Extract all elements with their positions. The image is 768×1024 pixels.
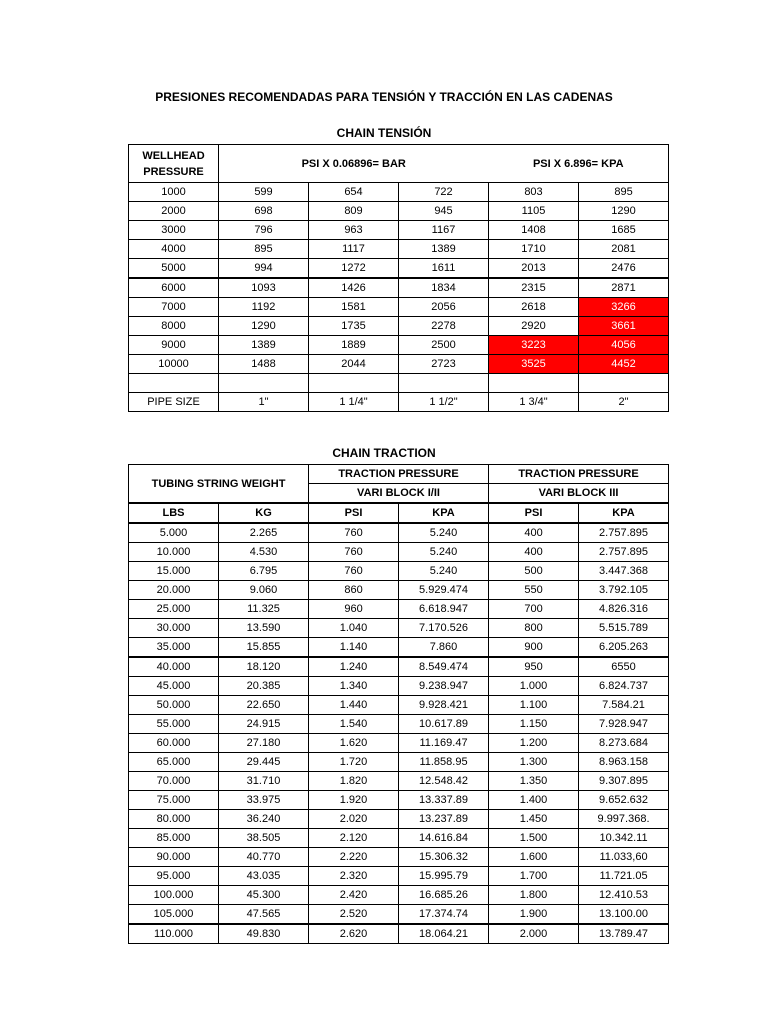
traction-value-cell: 5.000 bbox=[129, 523, 219, 543]
kpa-formula-header: PSI X 6.896= KPA bbox=[532, 157, 624, 170]
traction-row bbox=[129, 810, 669, 829]
tension-value-cell: 2871 bbox=[579, 278, 669, 298]
tension-value-cell: 1290 bbox=[579, 202, 669, 221]
traction-value-cell: 85.000 bbox=[129, 829, 219, 848]
tension-value-cell: 1117 bbox=[309, 240, 399, 259]
traction-value-cell: 2.320 bbox=[309, 867, 399, 886]
traction-value-cell: 6550 bbox=[579, 657, 669, 677]
traction-value-cell: 11.169.47 bbox=[399, 734, 489, 753]
traction-value-cell: 1.700 bbox=[489, 867, 579, 886]
wellhead-pressure-header: WELLHEAD PRESSURE bbox=[129, 145, 219, 183]
tension-value-cell: 945 bbox=[399, 202, 489, 221]
traction-value-cell: 900 bbox=[489, 638, 579, 658]
traction-value-cell: 70.000 bbox=[129, 772, 219, 791]
traction-value-cell: 9.928.421 bbox=[399, 696, 489, 715]
tension-value-cell: 1272 bbox=[309, 259, 399, 279]
traction-value-cell: 6.824.737 bbox=[579, 677, 669, 696]
traction-value-cell: 1.200 bbox=[489, 734, 579, 753]
traction-value-cell: 400 bbox=[489, 523, 579, 543]
pipe-size-cell: 1" bbox=[219, 393, 309, 412]
traction-value-cell: 2.000 bbox=[489, 924, 579, 944]
traction-value-cell: 1.920 bbox=[309, 791, 399, 810]
wellhead-pressure-cell: 2000 bbox=[129, 202, 219, 221]
tension-row bbox=[129, 278, 669, 298]
traction-value-cell: 500 bbox=[489, 562, 579, 581]
traction-value-cell: 13.590 bbox=[219, 619, 309, 638]
traction-value-cell: 760 bbox=[309, 523, 399, 543]
traction-value-cell: 2.520 bbox=[309, 905, 399, 925]
tension-value-cell: 2056 bbox=[399, 298, 489, 317]
traction-value-cell: 4.530 bbox=[219, 543, 309, 562]
tension-row bbox=[129, 240, 669, 259]
vari-block-3-header: VARI BLOCK III bbox=[489, 484, 669, 504]
traction-row bbox=[129, 848, 669, 867]
tension-value-cell: 3223 bbox=[489, 336, 579, 355]
traction-value-cell: 20.000 bbox=[129, 581, 219, 600]
traction-value-cell: 15.000 bbox=[129, 562, 219, 581]
traction-row bbox=[129, 715, 669, 734]
traction-value-cell: 1.720 bbox=[309, 753, 399, 772]
traction-value-cell: 6.618.947 bbox=[399, 600, 489, 619]
traction-value-cell: 9.652.632 bbox=[579, 791, 669, 810]
traction-value-cell: 15.855 bbox=[219, 638, 309, 658]
pipe-size-label: PIPE SIZE bbox=[129, 393, 219, 412]
traction-value-cell: 11.325 bbox=[219, 600, 309, 619]
tension-value-cell: 2476 bbox=[579, 259, 669, 279]
traction-row bbox=[129, 638, 669, 658]
tension-value-cell: 599 bbox=[219, 183, 309, 202]
chain-tension-table bbox=[128, 144, 669, 412]
traction-pressure-header-2: TRACTION PRESSURE bbox=[489, 465, 669, 484]
traction-value-cell: 6.795 bbox=[219, 562, 309, 581]
traction-value-cell: 8.273.684 bbox=[579, 734, 669, 753]
tension-value-cell: 895 bbox=[219, 240, 309, 259]
traction-value-cell: 5.240 bbox=[399, 562, 489, 581]
tension-value-cell: 809 bbox=[309, 202, 399, 221]
traction-value-cell: 1.600 bbox=[489, 848, 579, 867]
traction-value-cell: 9.997.368. bbox=[579, 810, 669, 829]
traction-value-cell: 8.963.158 bbox=[579, 753, 669, 772]
empty-cell bbox=[399, 374, 489, 393]
bar-formula-header: PSI X 0.06896= BAR bbox=[301, 157, 406, 170]
traction-row bbox=[129, 924, 669, 944]
pipe-size-cell: 1 1/4" bbox=[309, 393, 399, 412]
chain-tension-title: CHAIN TENSIÓN bbox=[336, 126, 432, 140]
traction-value-cell: 16.685.26 bbox=[399, 886, 489, 905]
traction-value-cell: 11.033,60 bbox=[579, 848, 669, 867]
traction-value-cell: 80.000 bbox=[129, 810, 219, 829]
traction-value-cell: 1.900 bbox=[489, 905, 579, 925]
chain-traction-title: CHAIN TRACTION bbox=[332, 446, 436, 460]
traction-value-cell: 33.975 bbox=[219, 791, 309, 810]
traction-value-cell: 30.000 bbox=[129, 619, 219, 638]
tension-value-cell: 722 bbox=[399, 183, 489, 202]
traction-value-cell: 25.000 bbox=[129, 600, 219, 619]
traction-row bbox=[129, 543, 669, 562]
traction-value-cell: 13.237.89 bbox=[399, 810, 489, 829]
column-header-psi-3: PSI bbox=[489, 503, 579, 523]
traction-row bbox=[129, 772, 669, 791]
traction-value-cell: 12.548.42 bbox=[399, 772, 489, 791]
traction-value-cell: 100.000 bbox=[129, 886, 219, 905]
tension-row bbox=[129, 336, 669, 355]
traction-value-cell: 2.757.895 bbox=[579, 543, 669, 562]
wellhead-pressure-cell: 8000 bbox=[129, 317, 219, 336]
traction-value-cell: 1.000 bbox=[489, 677, 579, 696]
tension-value-cell: 698 bbox=[219, 202, 309, 221]
tension-value-cell: 803 bbox=[489, 183, 579, 202]
traction-row bbox=[129, 886, 669, 905]
chain-traction-table bbox=[128, 464, 669, 944]
traction-value-cell: 860 bbox=[309, 581, 399, 600]
tension-value-cell: 654 bbox=[309, 183, 399, 202]
traction-row bbox=[129, 753, 669, 772]
traction-value-cell: 1.240 bbox=[309, 657, 399, 677]
pipe-size-row bbox=[129, 393, 669, 412]
tension-value-cell: 2723 bbox=[399, 355, 489, 374]
empty-cell bbox=[129, 374, 219, 393]
traction-value-cell: 50.000 bbox=[129, 696, 219, 715]
traction-value-cell: 90.000 bbox=[129, 848, 219, 867]
tension-value-cell: 1192 bbox=[219, 298, 309, 317]
traction-row bbox=[129, 581, 669, 600]
traction-value-cell: 760 bbox=[309, 543, 399, 562]
traction-value-cell: 15.306.32 bbox=[399, 848, 489, 867]
tension-row bbox=[129, 298, 669, 317]
traction-value-cell: 13.337.89 bbox=[399, 791, 489, 810]
traction-value-cell: 29.445 bbox=[219, 753, 309, 772]
tension-value-cell: 2013 bbox=[489, 259, 579, 279]
traction-value-cell: 75.000 bbox=[129, 791, 219, 810]
traction-value-cell: 24.915 bbox=[219, 715, 309, 734]
traction-value-cell: 2.020 bbox=[309, 810, 399, 829]
pipe-size-cell: 2" bbox=[579, 393, 669, 412]
traction-value-cell: 60.000 bbox=[129, 734, 219, 753]
traction-row bbox=[129, 677, 669, 696]
traction-value-cell: 65.000 bbox=[129, 753, 219, 772]
traction-value-cell: 18.064.21 bbox=[399, 924, 489, 944]
traction-value-cell: 13.789.47 bbox=[579, 924, 669, 944]
traction-value-cell: 10.617.89 bbox=[399, 715, 489, 734]
traction-value-cell: 9.307.895 bbox=[579, 772, 669, 791]
tension-row bbox=[129, 202, 669, 221]
tension-value-cell: 994 bbox=[219, 259, 309, 279]
traction-value-cell: 1.100 bbox=[489, 696, 579, 715]
traction-value-cell: 45.300 bbox=[219, 886, 309, 905]
tension-value-cell: 2920 bbox=[489, 317, 579, 336]
traction-value-cell: 1.500 bbox=[489, 829, 579, 848]
traction-value-cell: 7.170.526 bbox=[399, 619, 489, 638]
traction-value-cell: 13.100.00 bbox=[579, 905, 669, 925]
traction-value-cell: 3.447.368 bbox=[579, 562, 669, 581]
traction-value-cell: 18.120 bbox=[219, 657, 309, 677]
traction-row bbox=[129, 905, 669, 925]
tension-value-cell: 1889 bbox=[309, 336, 399, 355]
traction-value-cell: 2.220 bbox=[309, 848, 399, 867]
traction-value-cell: 1.800 bbox=[489, 886, 579, 905]
traction-value-cell: 5.240 bbox=[399, 523, 489, 543]
tension-value-cell: 1426 bbox=[309, 278, 399, 298]
traction-value-cell: 20.385 bbox=[219, 677, 309, 696]
traction-value-cell: 15.995.79 bbox=[399, 867, 489, 886]
traction-value-cell: 800 bbox=[489, 619, 579, 638]
traction-value-cell: 5.515.789 bbox=[579, 619, 669, 638]
tension-empty-row bbox=[129, 374, 669, 393]
traction-value-cell: 11.858.95 bbox=[399, 753, 489, 772]
tension-value-cell: 796 bbox=[219, 221, 309, 240]
tension-value-cell: 4056 bbox=[579, 336, 669, 355]
traction-value-cell: 2.757.895 bbox=[579, 523, 669, 543]
traction-value-cell: 47.565 bbox=[219, 905, 309, 925]
traction-row bbox=[129, 619, 669, 638]
wellhead-pressure-cell: 9000 bbox=[129, 336, 219, 355]
vari-block-1-2-header: VARI BLOCK I/II bbox=[309, 484, 489, 504]
wellhead-pressure-cell: 10000 bbox=[129, 355, 219, 374]
column-header-kpa-1: KPA bbox=[399, 503, 489, 523]
tension-value-cell: 895 bbox=[579, 183, 669, 202]
pipe-size-cell: 1 3/4" bbox=[489, 393, 579, 412]
column-header-psi-1: PSI bbox=[309, 503, 399, 523]
traction-value-cell: 45.000 bbox=[129, 677, 219, 696]
traction-value-cell: 31.710 bbox=[219, 772, 309, 791]
tension-value-cell: 1735 bbox=[309, 317, 399, 336]
empty-cell bbox=[489, 374, 579, 393]
traction-value-cell: 35.000 bbox=[129, 638, 219, 658]
traction-value-cell: 10.000 bbox=[129, 543, 219, 562]
tension-value-cell: 1611 bbox=[399, 259, 489, 279]
wellhead-pressure-cell: 4000 bbox=[129, 240, 219, 259]
tension-value-cell: 2315 bbox=[489, 278, 579, 298]
tension-value-cell: 1389 bbox=[399, 240, 489, 259]
tension-value-cell: 1290 bbox=[219, 317, 309, 336]
traction-value-cell: 5.240 bbox=[399, 543, 489, 562]
tension-value-cell: 1105 bbox=[489, 202, 579, 221]
traction-value-cell: 7.584.21 bbox=[579, 696, 669, 715]
tension-value-cell: 1093 bbox=[219, 278, 309, 298]
traction-row bbox=[129, 734, 669, 753]
traction-value-cell: 17.374.74 bbox=[399, 905, 489, 925]
tension-value-cell: 1834 bbox=[399, 278, 489, 298]
traction-value-cell: 9.238.947 bbox=[399, 677, 489, 696]
traction-value-cell: 1.620 bbox=[309, 734, 399, 753]
traction-value-cell: 1.400 bbox=[489, 791, 579, 810]
column-header-lbs: LBS bbox=[129, 503, 219, 523]
tension-row bbox=[129, 317, 669, 336]
traction-value-cell: 2.420 bbox=[309, 886, 399, 905]
traction-value-cell: 27.180 bbox=[219, 734, 309, 753]
tension-value-cell: 1581 bbox=[309, 298, 399, 317]
tension-value-cell: 3266 bbox=[579, 298, 669, 317]
traction-value-cell: 2.265 bbox=[219, 523, 309, 543]
traction-value-cell: 4.826.316 bbox=[579, 600, 669, 619]
traction-value-cell: 6.205.263 bbox=[579, 638, 669, 658]
traction-value-cell: 960 bbox=[309, 600, 399, 619]
traction-value-cell: 36.240 bbox=[219, 810, 309, 829]
traction-row bbox=[129, 696, 669, 715]
traction-value-cell: 95.000 bbox=[129, 867, 219, 886]
traction-value-cell: 10.342.11 bbox=[579, 829, 669, 848]
tension-value-cell: 1167 bbox=[399, 221, 489, 240]
traction-value-cell: 760 bbox=[309, 562, 399, 581]
traction-row bbox=[129, 829, 669, 848]
traction-value-cell: 38.505 bbox=[219, 829, 309, 848]
tension-value-cell: 1408 bbox=[489, 221, 579, 240]
traction-value-cell: 40.770 bbox=[219, 848, 309, 867]
traction-value-cell: 1.150 bbox=[489, 715, 579, 734]
traction-pressure-header-1: TRACTION PRESSURE bbox=[309, 465, 489, 484]
traction-value-cell: 1.440 bbox=[309, 696, 399, 715]
traction-value-cell: 1.450 bbox=[489, 810, 579, 829]
tension-value-cell: 1389 bbox=[219, 336, 309, 355]
tension-value-cell: 3525 bbox=[489, 355, 579, 374]
column-header-kpa-3: KPA bbox=[579, 503, 669, 523]
traction-value-cell: 700 bbox=[489, 600, 579, 619]
tension-value-cell: 1488 bbox=[219, 355, 309, 374]
traction-value-cell: 1.350 bbox=[489, 772, 579, 791]
traction-value-cell: 1.140 bbox=[309, 638, 399, 658]
traction-value-cell: 5.929.474 bbox=[399, 581, 489, 600]
traction-value-cell: 550 bbox=[489, 581, 579, 600]
tension-value-cell: 3661 bbox=[579, 317, 669, 336]
traction-value-cell: 3.792.105 bbox=[579, 581, 669, 600]
wellhead-pressure-cell: 6000 bbox=[129, 278, 219, 298]
traction-value-cell: 2.120 bbox=[309, 829, 399, 848]
traction-value-cell: 7.860 bbox=[399, 638, 489, 658]
tension-value-cell: 2044 bbox=[309, 355, 399, 374]
traction-value-cell: 40.000 bbox=[129, 657, 219, 677]
traction-value-cell: 1.820 bbox=[309, 772, 399, 791]
traction-value-cell: 12.410.53 bbox=[579, 886, 669, 905]
empty-cell bbox=[309, 374, 399, 393]
traction-value-cell: 7.928.947 bbox=[579, 715, 669, 734]
traction-value-cell: 22.650 bbox=[219, 696, 309, 715]
tension-value-cell: 2081 bbox=[579, 240, 669, 259]
tension-value-cell: 963 bbox=[309, 221, 399, 240]
traction-row bbox=[129, 562, 669, 581]
traction-value-cell: 1.340 bbox=[309, 677, 399, 696]
tension-row bbox=[129, 183, 669, 202]
traction-row bbox=[129, 791, 669, 810]
document-title: PRESIONES RECOMENDADAS PARA TENSIÓN Y TRACCIÓN EN LAS CADENAS bbox=[155, 90, 613, 104]
wellhead-pressure-cell: 7000 bbox=[129, 298, 219, 317]
traction-value-cell: 1.540 bbox=[309, 715, 399, 734]
wellhead-pressure-cell: 3000 bbox=[129, 221, 219, 240]
wellhead-pressure-cell: 5000 bbox=[129, 259, 219, 279]
traction-row bbox=[129, 600, 669, 619]
empty-cell bbox=[219, 374, 309, 393]
tension-value-cell: 4452 bbox=[579, 355, 669, 374]
traction-value-cell: 110.000 bbox=[129, 924, 219, 944]
column-header-kg: KG bbox=[219, 503, 309, 523]
traction-value-cell: 400 bbox=[489, 543, 579, 562]
tension-row bbox=[129, 259, 669, 279]
traction-value-cell: 2.620 bbox=[309, 924, 399, 944]
traction-row bbox=[129, 523, 669, 543]
traction-value-cell: 9.060 bbox=[219, 581, 309, 600]
tension-row bbox=[129, 355, 669, 374]
traction-value-cell: 43.035 bbox=[219, 867, 309, 886]
empty-cell bbox=[579, 374, 669, 393]
traction-value-cell: 49.830 bbox=[219, 924, 309, 944]
traction-value-cell: 11.721.05 bbox=[579, 867, 669, 886]
traction-value-cell: 14.616.84 bbox=[399, 829, 489, 848]
pipe-size-cell: 1 1/2" bbox=[399, 393, 489, 412]
tension-value-cell: 2618 bbox=[489, 298, 579, 317]
tubing-string-weight-header: TUBING STRING WEIGHT bbox=[129, 465, 309, 504]
traction-value-cell: 8.549.474 bbox=[399, 657, 489, 677]
traction-row bbox=[129, 657, 669, 677]
tension-row bbox=[129, 221, 669, 240]
tension-value-cell: 2500 bbox=[399, 336, 489, 355]
traction-value-cell: 950 bbox=[489, 657, 579, 677]
traction-value-cell: 105.000 bbox=[129, 905, 219, 925]
traction-value-cell: 1.300 bbox=[489, 753, 579, 772]
traction-row bbox=[129, 867, 669, 886]
tension-value-cell: 1710 bbox=[489, 240, 579, 259]
tension-value-cell: 2278 bbox=[399, 317, 489, 336]
traction-value-cell: 55.000 bbox=[129, 715, 219, 734]
wellhead-pressure-cell: 1000 bbox=[129, 183, 219, 202]
tension-value-cell: 1685 bbox=[579, 221, 669, 240]
traction-value-cell: 1.040 bbox=[309, 619, 399, 638]
